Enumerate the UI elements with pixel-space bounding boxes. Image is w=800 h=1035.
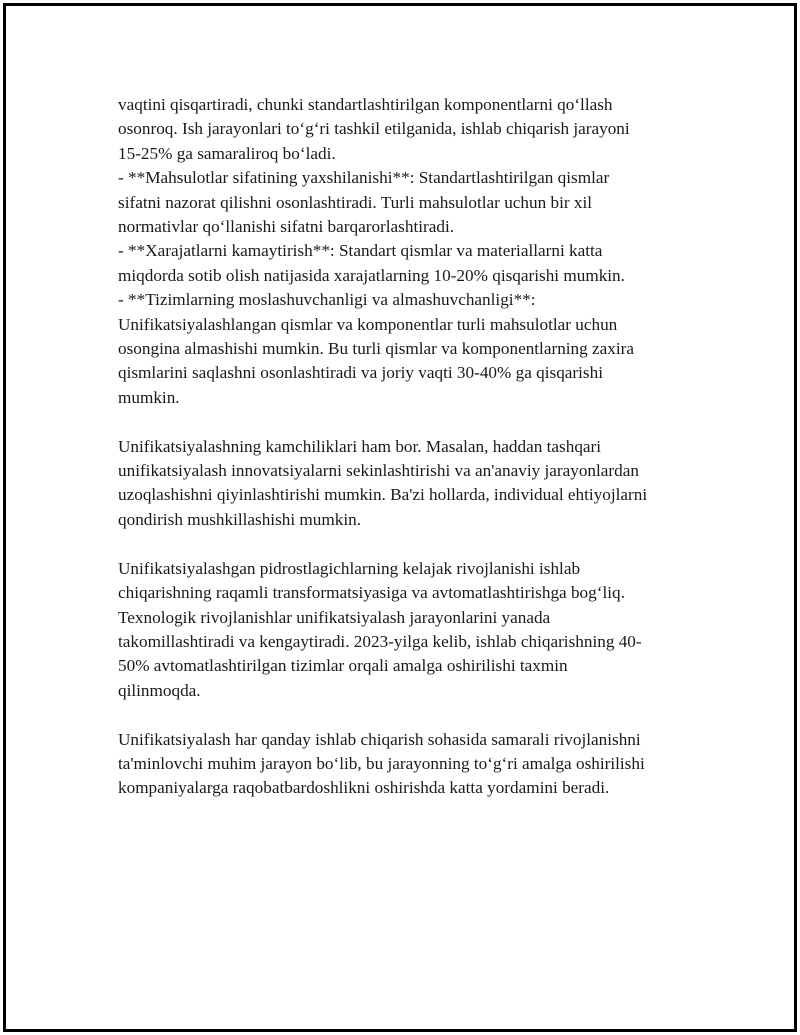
list-item-flexibility: - **Tizimlarning moslashuvchanligi va almashuvchanligi**: bbox=[118, 290, 536, 310]
text-line: unifikatsiyalash innovatsiyalarni sekinlashtirishi va an'anaviy jarayonlardan bbox=[118, 461, 639, 481]
text-line: takomillashtiradi va kengaytiradi. 2023-yilga kelib, ishlab chiqarishning 40- bbox=[118, 631, 642, 651]
text-line: Unifikatsiyalashgan pidrostlagichlarning kelajak rivojlanishi ishlab bbox=[118, 558, 581, 578]
text-line: sifatni nazorat qilishni osonlashtiradi. Turli mahsulotlar uchun bir xil bbox=[118, 192, 593, 212]
paragraph-gap bbox=[118, 410, 698, 434]
paragraph-drawbacks bbox=[118, 435, 698, 533]
text-line: vaqtini qisqartiradi, chunki standartlashtirilgan komponentlarni qo‘llash bbox=[118, 95, 613, 114]
text-line: normativlar qo‘llanishi sifatni barqarorlashtiradi. bbox=[118, 217, 455, 237]
text-line: miqdorda sotib olish natijasida xarajatlarning 10-20% qisqarishi mumkin. bbox=[118, 265, 625, 285]
paragraph-gap bbox=[118, 703, 698, 727]
paragraph-gap bbox=[118, 532, 698, 556]
text-line: Unifikatsiyalash har qanday ishlab chiqarish sohasida samarali rivojlanishni bbox=[118, 729, 641, 749]
text-line: ta'minlovchi muhim jarayon bo‘lib, bu jarayonning to‘g‘ri amalga oshirilishi bbox=[118, 753, 645, 773]
text-line: kompaniyalarga raqobatbardoshlikni oshirishda katta yordamini beradi. bbox=[118, 778, 610, 798]
paragraph-benefits bbox=[118, 93, 698, 410]
text-line: chiqarishning raqamli transformatsiyasiga va avtomatlashtirishga bog‘liq. bbox=[118, 583, 625, 603]
text-line: qilinmoqda. bbox=[118, 680, 201, 700]
document-body bbox=[118, 93, 698, 801]
text-line: Texnologik rivojlanishlar unifikatsiyalash jarayonlarini yanada bbox=[118, 607, 551, 627]
text-line: Unifikatsiyalashlangan qismlar va komponentlar turli mahsulotlar uchun bbox=[118, 314, 618, 334]
text-line: uzoqlashishni qiyinlashtirishi mumkin. Ba'zi hollarda, individual ehtiyojlarni bbox=[118, 485, 648, 505]
text-line: mumkin. bbox=[118, 387, 180, 407]
text-line: qismlarini saqlashni osonlashtiradi va joriy vaqti 30-40% ga qisqarishi bbox=[118, 363, 603, 383]
text-line: 15-25% ga samaraliroq bo‘ladi. bbox=[118, 143, 336, 163]
text-line: 50% avtomatlashtirilgan tizimlar orqali amalga oshirilishi taxmin bbox=[118, 656, 568, 676]
text-line: qondirish mushkillashishi mumkin. bbox=[118, 509, 362, 529]
text-line: Unifikatsiyalashning kamchiliklari ham bor. Masalan, haddan tashqari bbox=[118, 436, 602, 456]
paragraph-future bbox=[118, 557, 698, 703]
text-line: osongina almashishi mumkin. Bu turli qismlar va komponentlarning zaxira bbox=[118, 339, 635, 359]
list-item-costs: - **Xarajatlarni kamaytirish**: Standart qismlar va materiallarni katta bbox=[118, 241, 603, 261]
paragraph-conclusion bbox=[118, 728, 698, 801]
text-line: osonroq. Ish jarayonlari to‘g‘ri tashkil etilganida, ishlab chiqarish jarayoni bbox=[118, 119, 630, 139]
list-item-quality: - **Mahsulotlar sifatining yaxshilanishi**: Standartlashtirilgan qismlar bbox=[118, 168, 610, 188]
